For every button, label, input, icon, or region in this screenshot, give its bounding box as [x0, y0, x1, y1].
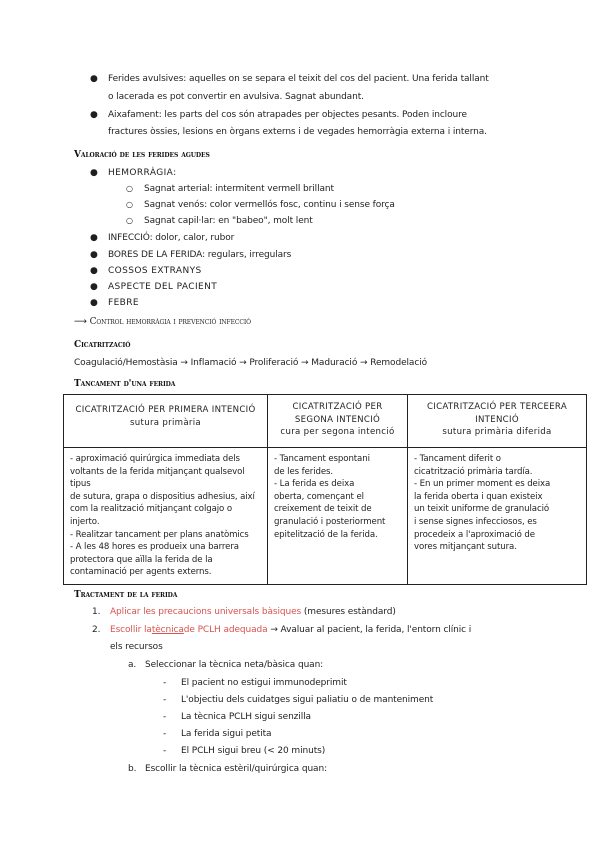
tractament-item-1: [110, 606, 396, 618]
header-title: SEGONA INTENCIÓ: [294, 414, 381, 425]
bullet-icon: ●: [90, 74, 98, 84]
control-line: [74, 316, 251, 328]
sub-item-capillar: Sagnat capil·lar: en "babeo", molt lent: [144, 216, 313, 226]
sub-item-arterial: Sagnat arterial: intermitent vermell brillant: [144, 184, 334, 194]
bullet-icon: ●: [90, 233, 98, 243]
cell-line: - Realitzar tancament per plans anatòmics: [70, 529, 249, 540]
cell-line: voltants de la ferida mitjançant qualsevol tipus: [70, 466, 245, 490]
cell-line: i sense signes infecciosos, es: [414, 516, 537, 527]
circle-bullet-icon: ○: [126, 184, 133, 193]
item-aspecte: ASPECTE DEL PACIENT: [108, 282, 218, 292]
paragraph-aixafament-1: Aixafament: les parts del cos són atrapades per objectes pesants. Poden incloure: [108, 110, 467, 120]
bullet-icon: ●: [90, 298, 98, 308]
item-text: (mesures estàndard): [303, 607, 396, 617]
dash-icon: -: [163, 678, 167, 688]
highlight-text: de PCLH adequada: [183, 625, 268, 635]
bullet-icon: ●: [90, 282, 98, 292]
cell-line: - Tancament espontani: [274, 454, 370, 464]
cicatritzacio-sequence: Coagulació/Hemostàsia → Inflamació → Proliferació → Maduració → Remodelació: [74, 358, 427, 368]
condition-item: L'objectiu dels cuidatges sigui paliatiu o de manteniment: [181, 695, 434, 705]
item-febre: FEBRE: [108, 298, 139, 308]
cell-line: un teixit uniforme de granulació: [414, 504, 550, 515]
header-cell-primera: [64, 395, 268, 448]
header-subtitle: sutura primària: [130, 417, 201, 428]
cell-line: epitelització de la ferida.: [274, 529, 378, 540]
cell-line: creixement de teixit de: [274, 504, 372, 515]
sub-item-a: Seleccionar la tècnica neta/bàsica quan:: [145, 660, 324, 670]
highlight-text: Escollir la: [110, 625, 152, 635]
dash-icon: -: [163, 746, 167, 756]
header-cell-tercera: [408, 395, 587, 448]
healing-table: [63, 394, 587, 585]
list-number: 1.: [92, 607, 101, 617]
bullet-icon: ●: [90, 266, 98, 276]
arrow-right-icon: ⟶: [74, 317, 87, 327]
cell-line: - aproximació quirúrgica immediata dels: [70, 454, 240, 464]
sub-item-venos: Sagnat venós: color vermellós fosc, continu i sense força: [144, 200, 395, 210]
cell-line: de les ferides.: [274, 466, 334, 477]
cell-line: contaminació per agents externs.: [70, 567, 212, 578]
cell-line: oberta, començant el: [274, 491, 364, 502]
cell-line: procedeix a l'aproximació de: [414, 529, 535, 540]
circle-bullet-icon: ○: [126, 216, 133, 225]
header-title: CICATRITZACIÓ PER PRIMERA INTENCIÓ: [75, 405, 256, 415]
sub-list-label: b.: [128, 764, 137, 774]
dash-icon: -: [163, 695, 167, 705]
highlight-text: Aplicar les precaucions universals bàsiques: [110, 607, 302, 617]
cell-line: cicatrització primària tardía.: [414, 466, 533, 477]
paragraph-avulsives-2: o lacerada es pot convertir en avulsiva. Sagnat abundant.: [108, 92, 364, 102]
cell-line: - A les 48 hores es produeix una barrera: [70, 542, 239, 553]
sub-item-b: Escollir la tècnica estèril/quirúrgica quan:: [145, 764, 328, 774]
control-text: Control hemorràgia i prevenció infecció: [89, 317, 251, 327]
sub-list-label: a.: [128, 660, 137, 670]
cell-line: - Tancament diferit o: [414, 454, 501, 464]
heading-valoracio: Valoració de les ferides agudes: [74, 150, 210, 160]
header-subtitle: cura per segona intenció: [280, 427, 395, 438]
header-subtitle: sutura primària diferida: [442, 427, 552, 438]
heading-cicatritzacio: Cicatrització: [74, 340, 131, 350]
dash-icon: -: [163, 712, 167, 722]
cell-line: com la realització mitjançant colgajo o injerto.: [70, 504, 232, 527]
item-bores: BORES DE LA FERIDA: regulars, irregulars: [108, 250, 292, 260]
header-title: CICATRITZACIÓ PER: [292, 402, 383, 412]
bullet-icon: ●: [90, 110, 98, 120]
heading-tractament: Tractament de la ferida: [74, 590, 178, 600]
item-cossos: COSSOS EXTRANYS: [108, 266, 202, 276]
item-infeccio: INFECCIÓ: dolor, calor, rubor: [108, 233, 235, 243]
cell-line: protectora que aïlla la ferida de la: [70, 554, 213, 565]
cell-line: la ferida oberta i quan existeix: [414, 491, 543, 502]
cell-line: vores mitjançant sutura.: [414, 542, 517, 553]
cell-line: granulació i posteriorment: [274, 516, 386, 527]
body-cell-segona: [268, 448, 408, 585]
tractament-item-2: [110, 624, 471, 636]
condition-item: La tècnica PCLH sigui senzilla: [181, 712, 311, 722]
body-cell-primera: [64, 448, 268, 585]
table-row: [64, 448, 587, 585]
cell-line: de sutura, grapa o dispositius adhesius, així: [70, 491, 255, 502]
tractament-item-2-cont: els recursos: [110, 642, 163, 652]
list-number: 2.: [92, 625, 101, 635]
circle-bullet-icon: ○: [126, 200, 133, 209]
cell-line: - La ferida es deixa: [274, 479, 355, 490]
bullet-icon: ●: [90, 168, 98, 178]
heading-tancament: Tancament d'una ferida: [74, 379, 176, 389]
header-title: INTENCIÓ: [475, 414, 519, 425]
table-header-row: [64, 395, 587, 448]
header-cell-segona: [268, 395, 408, 448]
paragraph-aixafament-2: fractures òssies, lesions en òrgans externs i de vegades hemorràgia externa i interna.: [108, 127, 487, 137]
condition-item: El pacient no estigui immunodeprimit: [181, 678, 347, 688]
cell-line: - En un primer moment es deixa: [414, 479, 551, 490]
header-title: CICATRITZACIÓ PER TERCEERA: [426, 402, 568, 412]
body-cell-tercera: [408, 448, 587, 585]
condition-item: El PCLH sigui breu (< 20 minuts): [181, 746, 326, 756]
tecnica-link[interactable]: tècnica: [151, 625, 184, 635]
condition-item: La ferida sigui petita: [181, 729, 272, 739]
item-text: → Avaluar al pacient, la ferida, l'entorn clínic i: [270, 625, 472, 635]
dash-icon: -: [163, 729, 167, 739]
bullet-icon: ●: [90, 250, 98, 260]
item-hemorragia: HEMORRÀGIA:: [108, 168, 177, 178]
paragraph-avulsives-1: Ferides avulsives: aquelles on se separa el teixit del cos del pacient. Una ferida tallant: [108, 74, 489, 84]
